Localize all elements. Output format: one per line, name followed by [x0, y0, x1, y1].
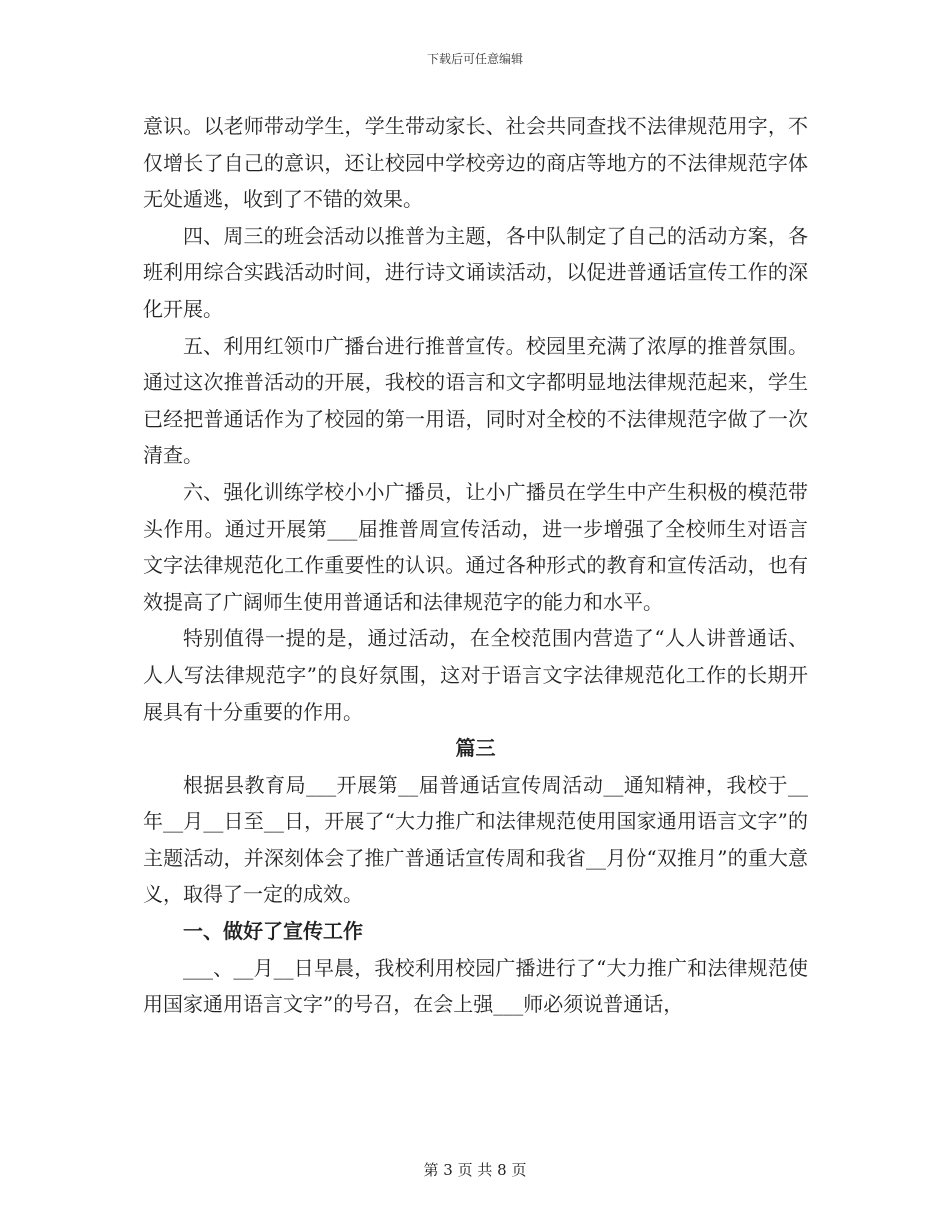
paragraph-item-6: 六、强化训练学校小小广播员，让小广播员在学生中产生积极的模范带头作用。通过开展第___届推普周宣传活动，进一步增强了全校师生对语言文字法律规范化工作重要性的认识。通过各种形式的教育和宣传活动，也有效提高了广阔师生使用普通话和法律规范字的能力和水平。	[143, 479, 808, 614]
paragraph-item-5: 五、利用红领巾广播台进行推普宣传。校园里充满了浓厚的推普氛围。通过这次推普活动的开展，我校的语言和文字都明显地法律规范起来，学生已经把普通话作为了校园的第一用语，同时对全校的不法律规范字做了一次清查。	[143, 333, 808, 468]
paragraph-final: ___、__月__日早晨，我校利用校园广播进行了“大力推广和法律规范使用国家通用语言文字”的号召，在会上强___师必须说普通话，	[143, 955, 808, 1017]
page-footer-number: 第 3 页 共 8 页	[423, 1161, 527, 1179]
paragraph-continuation: 意识。以老师带动学生，学生带动家长、社会共同查找不法律规范用字，不仅增长了自己的意识，还让校园中学校旁边的商店等地方的不法律规范字体无处遁逃，收到了不错的效果。	[143, 114, 808, 212]
document-body	[143, 108, 808, 1023]
subheading: 一、做好了宣传工作	[183, 919, 363, 944]
page-header-note: 下载后可任意编辑	[426, 52, 523, 66]
section-title: 篇三	[455, 736, 496, 761]
paragraph-item-4: 四、周三的班会活动以推普为主题，各中队制定了自己的活动方案，各班利用综合实践活动时间，进行诗文诵读活动，以促进普通话宣传工作的深化开展。	[143, 223, 808, 321]
paragraph-highlight: 特别值得一提的是，通过活动，在全校范围内营造了“人人讲普通话、人人写法律规范字”的良好氛围，这对于语言文字法律规范化工作的长期开展具有十分重要的作用。	[143, 626, 808, 724]
section-intro-paragraph: 根据县教育局___开展第__届普通话宣传周活动__通知精神，我校于__年__月__日至__日，开展了“大力推广和法律规范使用国家通用语言文字”的主题活动，并深刻体会了推广普通话宣传周和我省__月份“双推月”的重大意义，取得了一定的成效。	[143, 772, 808, 907]
